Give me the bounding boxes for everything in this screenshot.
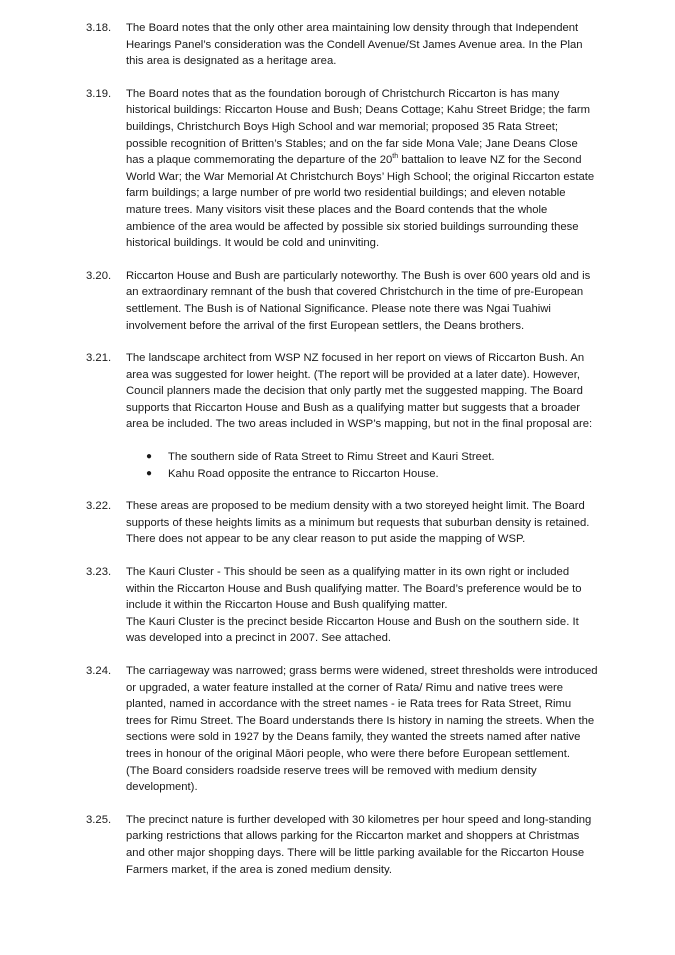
list-item bbox=[126, 466, 599, 483]
paragraph-3-21 bbox=[0, 350, 675, 482]
ordinal-superscript: th bbox=[392, 153, 399, 161]
paragraph-3-25 bbox=[0, 812, 675, 878]
paragraph-text: The Board notes that the only other area maintaining low density through that Independent Hearings Panel’s consideration was the Condell Avenue/St James Avenue area. In the Plan this area is designated as a heritage area. bbox=[126, 22, 583, 68]
paragraph-number: 3.20. bbox=[86, 269, 112, 282]
paragraph-text: (The Board considers roadside reserve trees will be removed with medium density development). bbox=[126, 764, 537, 794]
paragraph-3-19 bbox=[0, 86, 675, 252]
paragraph-body bbox=[126, 86, 599, 252]
list-item bbox=[126, 449, 599, 466]
bullet-icon: ● bbox=[146, 451, 153, 463]
paragraph-body bbox=[126, 564, 599, 647]
paragraph-number: 3.24. bbox=[86, 665, 112, 677]
list-item-text: The southern side of Rata Street to Rimu Street and Kauri Street. bbox=[168, 451, 495, 464]
paragraph-text: Riccarton House and Bush are particularly noteworthy. The Bush is over 600 years old and is an extraordinary remnant of the bush that covered Christchurch in the time of pre-European settlement. The Bush is of National Significance. Please note there was Ngai Tuahiwi involvement before the arrival of the first European settlers, the Deans brothers. bbox=[126, 269, 591, 332]
paragraph-3-24 bbox=[0, 663, 675, 796]
paragraph-3-18 bbox=[0, 20, 675, 70]
bullet-list bbox=[126, 449, 599, 482]
paragraph-3-20 bbox=[0, 268, 675, 334]
paragraph-text: These areas are proposed to be medium density with a two storeyed height limit. The Board supports of these heights limits as a minimum but requests that suburban density is retained. There does not appear to be any clear reason to put aside the mapping of WSP. bbox=[126, 500, 590, 546]
paragraph-number: 3.25. bbox=[86, 813, 112, 826]
paragraph-body bbox=[126, 812, 599, 878]
bullet-icon: ● bbox=[146, 467, 153, 479]
paragraph-body bbox=[126, 350, 599, 482]
paragraph-3-23 bbox=[0, 564, 675, 647]
paragraph-number: 3.21. bbox=[86, 352, 112, 365]
paragraph-text: The Kauri Cluster is the precinct beside Riccarton House and Bush on the southern side. It was developed into a precinct in 2007. See attached. bbox=[126, 615, 579, 645]
paragraph-text: The landscape architect from WSP NZ focused in her report on views of Riccarton Bush. An area was suggested for lower height. (The report will be provided at a later date). However, Council planners made the decision that only partly met the suggested mapping. The Board supports that Riccarton House and Bush as a qualifying matter but suggests that a broader area be included. The two areas included in WSP’s mapping, but not in the final proposal are: bbox=[126, 352, 593, 431]
paragraph-text bbox=[126, 86, 599, 252]
document-page bbox=[0, 20, 675, 894]
paragraph-text: The Kauri Cluster - This should be seen as a qualifying matter in its own right or included within the Riccarton House and Bush qualifying matter. The Board’s preference would be to include it within the Riccarton House and Bush qualifying matter. bbox=[126, 566, 582, 612]
list-item-text: Kahu Road opposite the entrance to Riccarton House. bbox=[168, 467, 439, 480]
paragraph-body bbox=[126, 20, 599, 70]
paragraph-number: 3.23. bbox=[86, 566, 112, 579]
paragraph-text: The carriageway was narrowed; grass berms were widened, street thresholds were introduced or upgraded, a water feature installed at the corner of Rata/ Rimu and native trees were planted, named in accordance with the street names - ie Rata trees for Rata Street, Rimu trees for Rimu Street. The Board understands there Is history in naming the streets. When the sections were sold in 1927 by the Deans family, they wanted the streets named after native trees in honour of the original Māori people, who were there before European settlement. bbox=[126, 665, 598, 760]
paragraph-body bbox=[126, 663, 599, 796]
paragraph-number: 3.22. bbox=[86, 500, 112, 513]
paragraph-3-22 bbox=[0, 498, 675, 548]
paragraph-text-part: The Board notes that as the foundation borough of Christchurch Riccarton is has many historical buildings: Riccarton House and Bush; Deans Cottage; Kahu Street Bridge; the farm buildings, Christchurch Boys High School and war memorial; proposed 35 Rata Street; possible recognition of Britten’s Stables; and on the far side Mona Vale; Jane Deans Close has a plaque commemorating the departure of the 20 bbox=[126, 87, 591, 167]
paragraph-number: 3.18. bbox=[86, 22, 112, 34]
paragraph-text-part: battalion to leave NZ for the Second World War; the War Memorial At Christchurch Boys’ High School; the original Riccarton estate farm buildings; a large number of pre world two residential buildings; and eleven notable mature trees. Many visitors visit these places and the Board contends that the whole ambience of the area would be affected by possible six storied buildings surrounding these historical buildings. It would be cold and uninviting. bbox=[126, 154, 595, 250]
paragraph-number: 3.19. bbox=[86, 87, 112, 100]
paragraph-body bbox=[126, 268, 599, 334]
paragraph-text: The precinct nature is further developed with 30 kilometres per hour speed and long-standing parking restrictions that allows parking for the Riccarton market and shoppers at Christmas and other major shopping days. There will be little parking available for the Riccarton House Farmers market, if the area is zoned medium density. bbox=[126, 813, 592, 876]
paragraph-body bbox=[126, 498, 599, 548]
